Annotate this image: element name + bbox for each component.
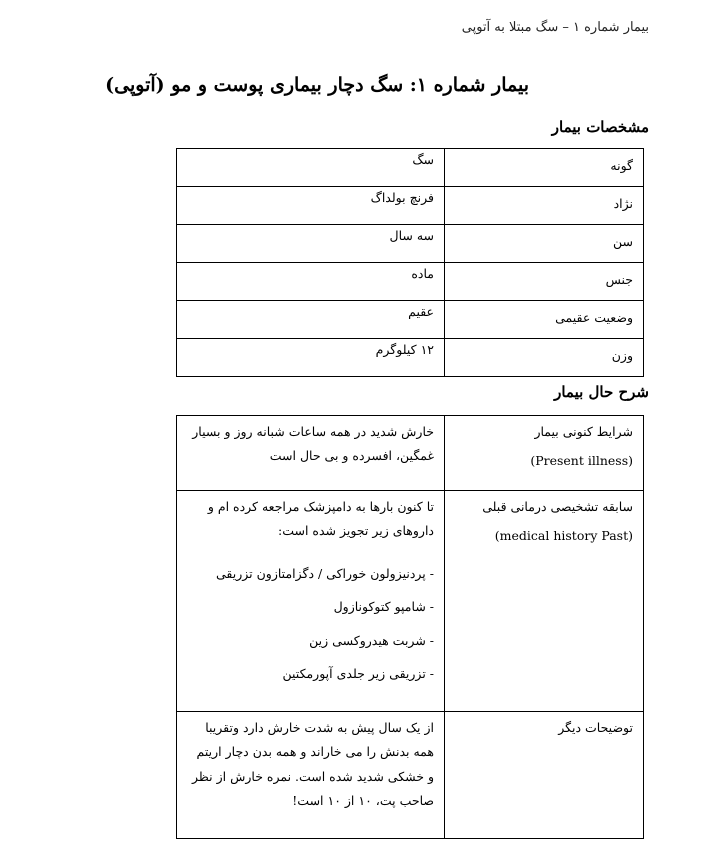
profile-label-breed: نژاد — [445, 187, 644, 225]
history-label-other-notes: توضیحات دیگر — [445, 712, 644, 839]
list-item: - تزریقی زیر جلدی آپورمکتین — [282, 665, 434, 681]
list-item: - پردنیزولون خوراکی / دگزامتازون تزریقی — [216, 565, 434, 581]
medication-list — [187, 562, 434, 687]
table-row — [177, 491, 644, 712]
profile-value-neuter-status: عقیم — [177, 301, 445, 339]
profile-value-sex: ماده — [177, 263, 445, 301]
profile-value-species: سگ — [177, 149, 445, 187]
page-title: بیمار شماره ۱: سگ دچار بیماری پوست و مو (آتوپی) — [105, 74, 529, 96]
table-row — [177, 712, 644, 839]
table-row — [177, 149, 644, 187]
history-value-past-history — [177, 491, 445, 712]
profile-value-weight: ۱۲ کیلوگرم — [177, 339, 445, 377]
profile-label-weight: وزن — [445, 339, 644, 377]
history-label-present-illness: شرایط کنونی بیمار (Present illness) — [445, 416, 644, 491]
section-heading-history: شرح حال بیمار — [554, 383, 649, 401]
past-history-intro: تا کنون بارها به دامپزشک مراجعه کرده ام و داروهای زیر تجویز شده است: — [207, 499, 434, 539]
profile-value-breed: فرنچ بولداگ — [177, 187, 445, 225]
list-item: - شربت هیدروکسی زین — [309, 632, 434, 648]
section-heading-profile: مشخصات بیمار — [551, 118, 649, 136]
table-row — [177, 187, 644, 225]
profile-table — [176, 148, 644, 377]
table-row — [177, 301, 644, 339]
history-value-other-notes: از یک سال پیش به شدت خارش دارد وتقریبا همه بدنش را می خاراند و همه بدن دچار اریتم و خشکی شدید شده است. نمره خارش از نظر صاحب پت، ۱۰ از ۱۰ است! — [177, 712, 445, 839]
table-row — [177, 339, 644, 377]
table-row — [177, 225, 644, 263]
running-header: بیمار شماره ۱ – سگ مبتلا به آتوپی — [461, 20, 649, 35]
profile-label-age: سن — [445, 225, 644, 263]
history-label-past-history: سابقه تشخیصی درمانی قبلی (medical history Past) — [445, 491, 644, 712]
table-row — [177, 263, 644, 301]
history-table — [176, 415, 644, 839]
profile-label-species: گونه — [445, 149, 644, 187]
list-item: - شامپو کتوکونازول — [333, 599, 434, 615]
profile-value-age: سه سال — [177, 225, 445, 263]
profile-label-neuter-status: وضعیت عقیمی — [445, 301, 644, 339]
history-value-present-illness: خارش شدید در همه ساعات شبانه روز و بسیار غمگین، افسرده و بی حال است — [177, 416, 445, 491]
table-row — [177, 416, 644, 491]
profile-label-sex: جنس — [445, 263, 644, 301]
